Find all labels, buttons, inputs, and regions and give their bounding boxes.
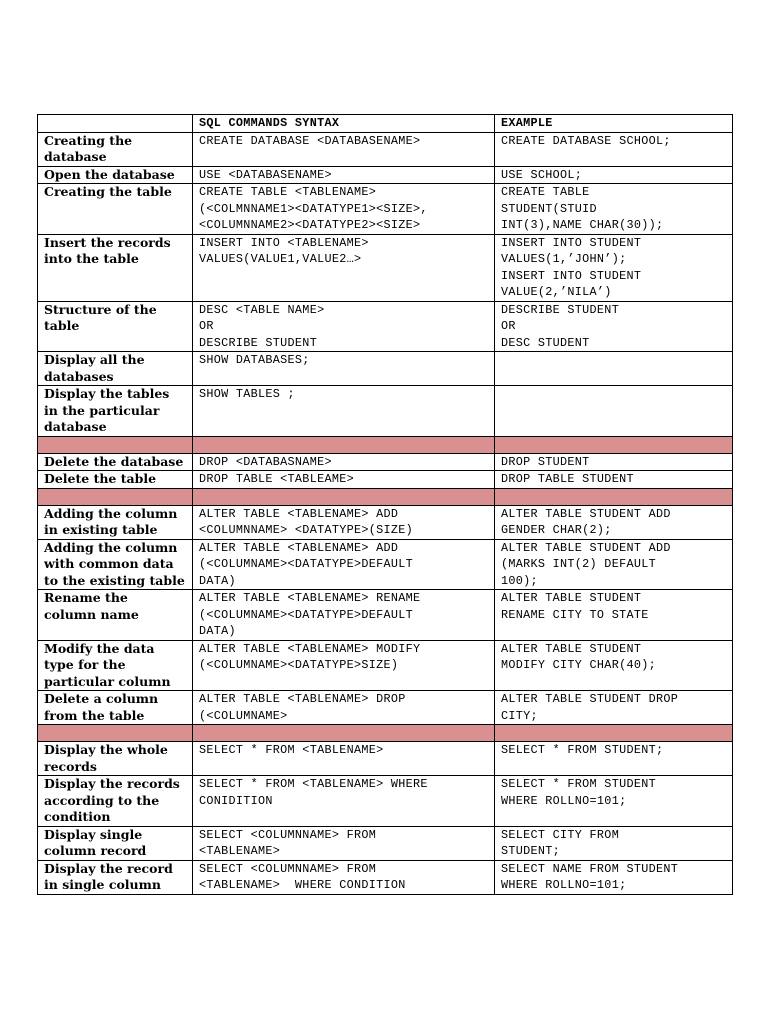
table-row <box>38 505 733 539</box>
table-row <box>38 386 733 437</box>
header-syntax-cell: SQL COMMANDS SYNTAX <box>193 115 495 133</box>
example-cell: CREATE DATABASE SCHOOL; <box>495 132 733 166</box>
syntax-cell: CREATE DATABASE <DATABASENAME> <box>193 132 495 166</box>
separator-cell <box>495 488 733 505</box>
separator-cell <box>38 725 193 742</box>
table-row <box>38 640 733 691</box>
syntax-cell: CREATE TABLE <TABLENAME> (<COLMNNAME1><DATATYPE1><SIZE>, <COLUMNNAME2><DATATYPE2><SIZE> <box>193 184 495 235</box>
separator-cell <box>38 436 193 453</box>
table-row <box>38 742 733 776</box>
command-description-cell: Creating the table <box>38 184 193 235</box>
syntax-cell: SHOW TABLES ; <box>193 386 495 437</box>
syntax-cell: ALTER TABLE <TABLENAME> ADD <COLUMNNAME> <DATATYPE>(SIZE) <box>193 505 495 539</box>
command-description-cell: Display the tables in the particular database <box>38 386 193 437</box>
table-row <box>38 234 733 301</box>
separator-row <box>38 725 733 742</box>
table-row <box>38 453 733 471</box>
syntax-cell: ALTER TABLE <TABLENAME> RENAME (<COLUMNAME><DATATYPE>DEFAULT DATA) <box>193 590 495 641</box>
table-row <box>38 352 733 386</box>
separator-cell <box>495 436 733 453</box>
command-description-cell: Display all the databases <box>38 352 193 386</box>
syntax-cell: SELECT * FROM <TABLENAME> WHERE CONIDITION <box>193 776 495 827</box>
table-row <box>38 590 733 641</box>
separator-cell <box>193 436 495 453</box>
example-cell: CREATE TABLE STUDENT(STUID INT(3),NAME CHAR(30)); <box>495 184 733 235</box>
syntax-cell: DROP <DATABASNAME> <box>193 453 495 471</box>
syntax-cell: DESC <TABLE NAME> OR DESCRIBE STUDENT <box>193 301 495 352</box>
command-description-cell: Adding the column in existing table <box>38 505 193 539</box>
header-example-cell: EXAMPLE <box>495 115 733 133</box>
command-description-cell: Open the database <box>38 166 193 184</box>
example-cell: SELECT * FROM STUDENT WHERE ROLLNO=101; <box>495 776 733 827</box>
syntax-cell: ALTER TABLE <TABLENAME> DROP (<COLUMNAME> <box>193 691 495 725</box>
command-description-cell: Delete the database <box>38 453 193 471</box>
syntax-cell: SHOW DATABASES; <box>193 352 495 386</box>
example-cell: DESCRIBE STUDENT OR DESC STUDENT <box>495 301 733 352</box>
table-row <box>38 691 733 725</box>
example-cell: ALTER TABLE STUDENT ADD GENDER CHAR(2); <box>495 505 733 539</box>
table-row <box>38 826 733 860</box>
example-cell: ALTER TABLE STUDENT ADD (MARKS INT(2) DEFAULT 100); <box>495 539 733 590</box>
separator-cell <box>495 725 733 742</box>
separator-row <box>38 436 733 453</box>
table-row <box>38 166 733 184</box>
separator-row <box>38 488 733 505</box>
separator-cell <box>193 488 495 505</box>
command-description-cell: Delete a column from the table <box>38 691 193 725</box>
example-cell: DROP STUDENT <box>495 453 733 471</box>
example-cell: ALTER TABLE STUDENT MODIFY CITY CHAR(40); <box>495 640 733 691</box>
syntax-cell: INSERT INTO <TABLENAME> VALUES(VALUE1,VALUE2…> <box>193 234 495 301</box>
header-description-cell <box>38 115 193 133</box>
command-description-cell: Display the whole records <box>38 742 193 776</box>
table-row <box>38 539 733 590</box>
command-description-cell: Insert the records into the table <box>38 234 193 301</box>
command-description-cell: Display the record in single column <box>38 860 193 894</box>
table-row <box>38 301 733 352</box>
syntax-cell: ALTER TABLE <TABLENAME> MODIFY (<COLUMNAME><DATATYPE>SIZE) <box>193 640 495 691</box>
command-description-cell: Creating the database <box>38 132 193 166</box>
command-description-cell: Display the records according to the condition <box>38 776 193 827</box>
command-description-cell: Delete the table <box>38 471 193 489</box>
sql-commands-table <box>37 114 733 895</box>
command-description-cell: Adding the column with common data to the existing table <box>38 539 193 590</box>
sql-table-body <box>38 115 733 895</box>
example-cell: ALTER TABLE STUDENT RENAME CITY TO STATE <box>495 590 733 641</box>
table-row <box>38 184 733 235</box>
example-cell: INSERT INTO STUDENT VALUES(1,’JOHN’); INSERT INTO STUDENT VALUE(2,’NILA’) <box>495 234 733 301</box>
syntax-cell: SELECT <COLUMNNAME> FROM <TABLENAME> WHERE CONDITION <box>193 860 495 894</box>
example-cell: ALTER TABLE STUDENT DROP CITY; <box>495 691 733 725</box>
syntax-cell: DROP TABLE <TABLEAME> <box>193 471 495 489</box>
table-row <box>38 776 733 827</box>
command-description-cell: Display single column record <box>38 826 193 860</box>
example-cell: DROP TABLE STUDENT <box>495 471 733 489</box>
command-description-cell: Structure of the table <box>38 301 193 352</box>
table-row <box>38 860 733 894</box>
example-cell: SELECT * FROM STUDENT; <box>495 742 733 776</box>
example-cell: SELECT CITY FROM STUDENT; <box>495 826 733 860</box>
syntax-cell: SELECT <COLUMNNAME> FROM <TABLENAME> <box>193 826 495 860</box>
syntax-cell: USE <DATABASENAME> <box>193 166 495 184</box>
example-cell: SELECT NAME FROM STUDENT WHERE ROLLNO=101; <box>495 860 733 894</box>
table-header-row <box>38 115 733 133</box>
table-row <box>38 132 733 166</box>
command-description-cell: Rename the column name <box>38 590 193 641</box>
example-cell <box>495 386 733 437</box>
command-description-cell: Modify the data type for the particular column <box>38 640 193 691</box>
table-row <box>38 471 733 489</box>
example-cell: USE SCHOOL; <box>495 166 733 184</box>
separator-cell <box>193 725 495 742</box>
syntax-cell: SELECT * FROM <TABLENAME> <box>193 742 495 776</box>
separator-cell <box>38 488 193 505</box>
syntax-cell: ALTER TABLE <TABLENAME> ADD (<COLUMNAME><DATATYPE>DEFAULT DATA) <box>193 539 495 590</box>
example-cell <box>495 352 733 386</box>
